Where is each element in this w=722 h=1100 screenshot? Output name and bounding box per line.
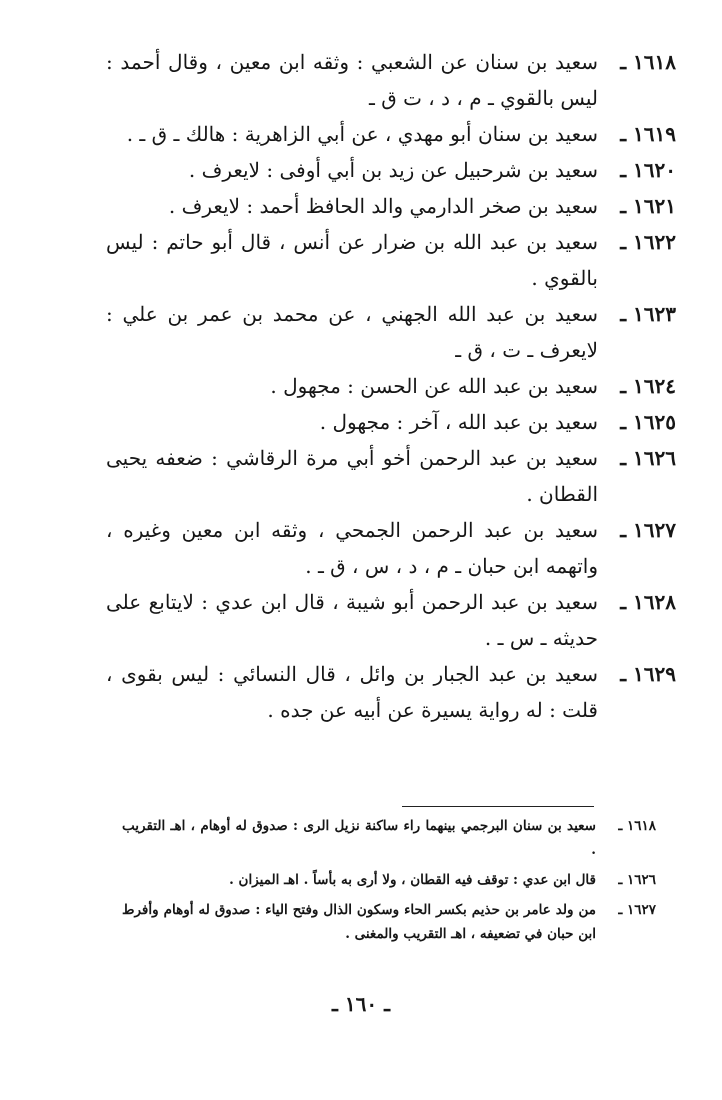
entry-number: ١٦٢٢ ـ [620, 230, 676, 254]
entry-text: سعيد بن سنان أبو مهدي ، عن أبي الزاهرية : هالك ـ ق ـ . [126, 122, 598, 146]
entry-number: ١٦٢٥ ـ [620, 410, 676, 434]
entry-1618 [106, 44, 676, 116]
footnote-number: ١٦٢٦ ـ [618, 872, 656, 888]
page-number: ـ ١٦٠ ـ [332, 992, 390, 1016]
footnote-1627 [122, 898, 656, 946]
footnote-text: سعيد بن سنان البرجمي بينهما راء ساكنة نزيل الرى : صدوق له أوهام ، اهـ التقريب . [122, 818, 596, 858]
entry-1626 [106, 440, 676, 512]
entry-1621 [106, 188, 676, 224]
entry-number: ١٦٢٦ ـ [620, 446, 676, 470]
footnote-divider [402, 806, 594, 807]
footnotes-list [122, 814, 656, 952]
footnote-1618 [122, 814, 656, 862]
entry-text: سعيد بن عبد الله ، آخر : مجهول . [319, 410, 598, 434]
entry-1620 [106, 152, 676, 188]
entries-list [106, 44, 676, 728]
entry-number: ١٦١٨ ـ [620, 50, 676, 74]
entry-1628 [106, 584, 676, 656]
entry-text: سعيد بن عبد الرحمن الجمحي ، وثقه ابن معين وغيره ، واتهمه ابن حبان ـ م ، د ، س ، ق ـ . [106, 518, 598, 578]
entry-text: سعيد بن عبد الله عن الحسن : مجهول . [270, 374, 598, 398]
entry-1619 [106, 116, 676, 152]
entry-text: سعيد بن عبد الجبار بن وائل ، قال النسائي : ليس بقوى ، قلت : له رواية يسيرة عن أبيه عن جده . [106, 662, 598, 722]
footnote-1626 [122, 868, 656, 892]
entry-text: سعيد بن عبد الرحمن أبو شيبة ، قال ابن عدي : لايتابع على حديثه ـ س ـ . [106, 590, 598, 650]
entry-number: ١٦٢٠ ـ [620, 158, 676, 182]
entry-number: ١٦١٩ ـ [620, 122, 676, 146]
entry-text: سعيد بن عبد الرحمن أخو أبي مرة الرقاشي : ضعفه يحيى القطان . [106, 446, 598, 506]
entry-number: ١٦٢٩ ـ [620, 662, 676, 686]
entry-text: سعيد بن سنان عن الشعبي : وثقه ابن معين ، وقال أحمد : ليس بالقوي ـ م ، د ، ت ق ـ [106, 50, 598, 110]
entry-text: سعيد بن شرحبيل عن زيد بن أبي أوفى : لايعرف . [188, 158, 598, 182]
entry-text: سعيد بن صخر الدارمي والد الحافظ أحمد : لايعرف . [168, 194, 598, 218]
entry-1625 [106, 404, 676, 440]
footnote-text: قال ابن عدي : توقف فيه القطان ، ولا أرى به بأساً . اهـ الميزان . [229, 872, 596, 888]
footnote-number: ١٦٢٧ ـ [618, 902, 656, 918]
entry-number: ١٦٢٨ ـ [620, 590, 676, 614]
entry-text: سعيد بن عبد الله بن ضرار عن أنس ، قال أبو حاتم : ليس بالقوي . [106, 230, 598, 290]
footnote-number: ١٦١٨ ـ [618, 818, 656, 834]
footnote-text: من ولد عامر بن حذيم بكسر الحاء وسكون الذال وفتح الياء : صدوق له أوهام وأفرط ابن حبان في تضعيفه ، اهـ التقريب والمغنى . [122, 902, 596, 942]
entry-1623 [106, 296, 676, 368]
entry-number: ١٦٢٧ ـ [620, 518, 676, 542]
entry-1629 [106, 656, 676, 728]
entry-text: سعيد بن عبد الله الجهني ، عن محمد بن عمر بن علي : لايعرف ـ ت ، ق ـ [106, 302, 598, 362]
entry-1622 [106, 224, 676, 296]
entry-1624 [106, 368, 676, 404]
entry-number: ١٦٢٣ ـ [620, 302, 676, 326]
entry-number: ١٦٢١ ـ [620, 194, 676, 218]
entry-number: ١٦٢٤ ـ [620, 374, 676, 398]
entry-1627 [106, 512, 676, 584]
